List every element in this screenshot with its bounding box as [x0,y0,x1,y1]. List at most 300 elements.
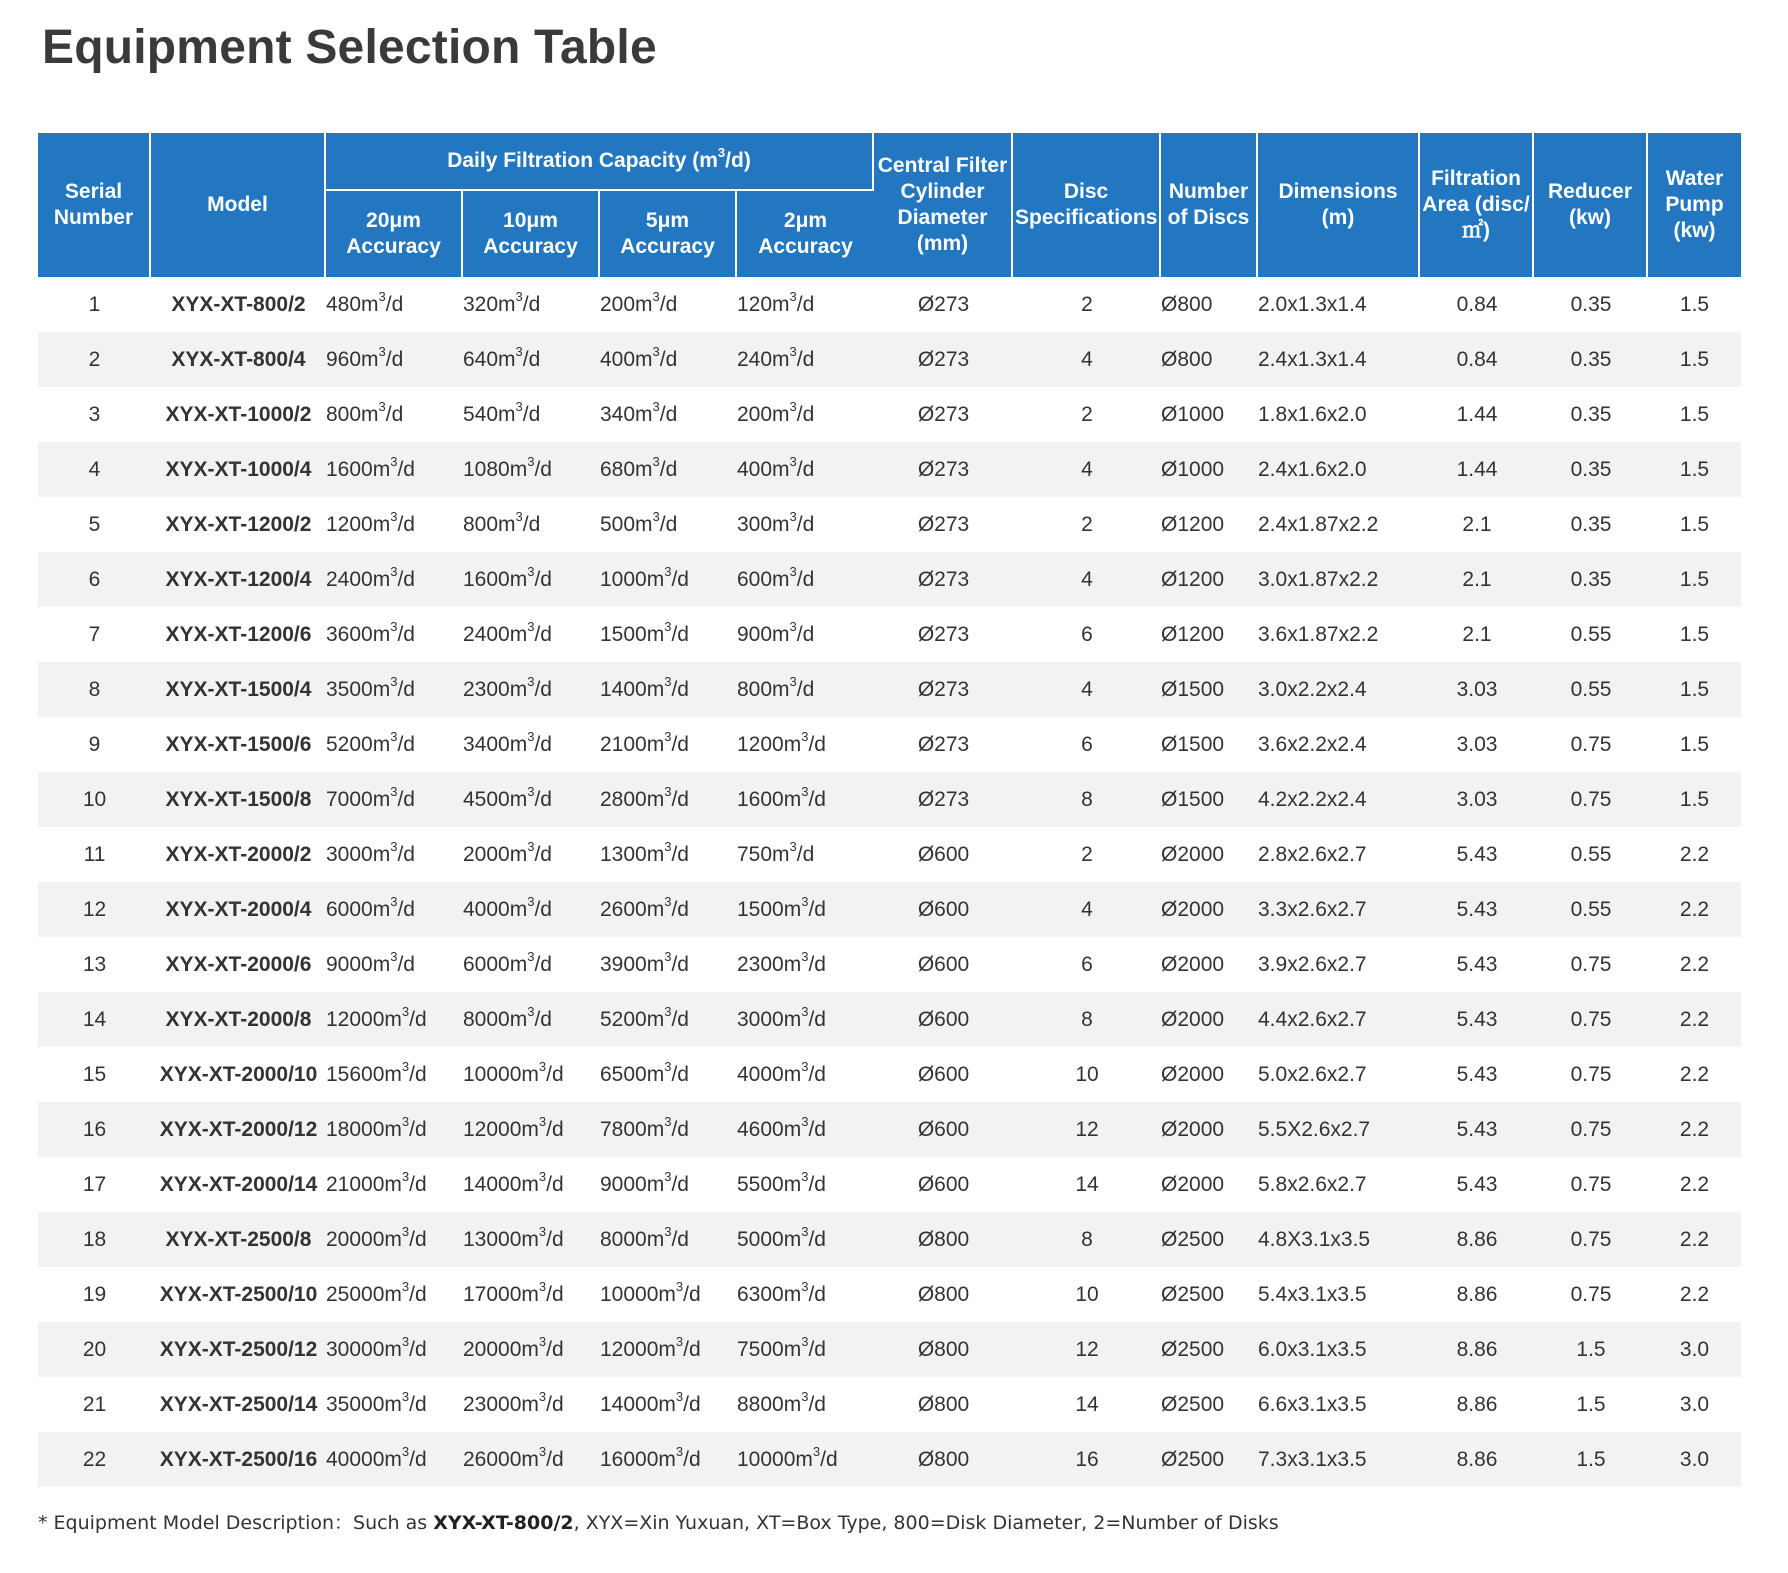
cell-water-pump: 2.2 [1679,1282,1710,1306]
table-row [38,387,1741,442]
cell-disc-specification: Ø2500 [1161,1432,1258,1487]
cell-capacity-5um: $1500m^3/d$ [600,618,689,646]
cell-number-of-discs: 6 [1081,732,1093,756]
table-row [38,552,1741,607]
header-2um-accuracy: 2μm Accuracy [737,191,874,277]
cell-number-of-discs: 2 [1081,402,1093,426]
cell-filtration-area: 2.1 [1420,552,1534,607]
cell-capacity-20um: $30000m^3/d$ [326,1322,463,1377]
cell-serial-number: 4 [38,442,151,497]
table-row [38,717,1741,772]
header-serial-number: Serial Number [38,133,151,277]
cell-capacity-20um: $21000m^3/d$ [326,1168,427,1196]
cell-reducer: 1.5 [1534,1432,1648,1487]
header-model: Model [151,133,326,277]
cell-dimensions: 2.0x1.3x1.4 [1258,292,1367,316]
cell-capacity-2um: $6300m^3/d$ [737,1278,826,1306]
cell-reducer: 0.75 [1534,1212,1648,1267]
cell-capacity-2um: $2300m^3/d$ [737,948,826,976]
cell-capacity-20um: $40000m^3/d$ [326,1432,463,1487]
cell-capacity-2um: $120m^3/d$ [737,288,815,316]
cell-capacity-10um: $2400m^3/d$ [463,618,552,646]
cell-model: XYX-XT-1000/4 [151,442,326,497]
cell-capacity-20um: $15600m^3/d$ [326,1058,427,1086]
cell-capacity-10um: $540m^3/d$ [463,398,541,426]
cell-dimensions: 5.4x3.1x3.5 [1258,1282,1367,1306]
cell-reducer: 0.75 [1534,1102,1648,1157]
cell-capacity-5um: $1400m^3/d$ [600,662,737,717]
cell-number-of-discs: 8 [1013,772,1161,827]
cell-dimensions: 3.9x2.6x2.7 [1258,952,1367,976]
cell-serial-number: 19 [82,1282,107,1306]
cell-capacity-20um: $3000m^3/d$ [326,838,415,866]
cell-capacity-5um: $9000m^3/d$ [600,1168,689,1196]
cell-reducer: 0.75 [1570,1172,1612,1196]
cell-disc-specification: Ø1000 [1161,402,1225,426]
cell-serial-number: 12 [38,882,151,937]
cell-cylinder-diameter: Ø273 [917,512,970,536]
cell-model: XYX-XT-2500/12 [151,1322,326,1377]
cell-disc-specification: Ø2500 [1161,1282,1225,1306]
cell-model: XYX-XT-1000/2 [165,402,312,426]
header-cylinder-diameter: Central Filter Cylinder Diameter (mm) [874,133,1013,277]
cell-disc-specification: Ø2000 [1161,842,1225,866]
cell-dimensions: 6.6x3.1x3.5 [1258,1392,1367,1416]
header-20um-accuracy: 20μm Accuracy [326,191,463,277]
cell-cylinder-diameter: Ø600 [917,1172,970,1196]
cell-capacity-5um: $2100m^3/d$ [600,728,689,756]
cell-model: XYX-XT-1200/2 [165,512,312,536]
cell-water-pump: 1.5 [1679,292,1710,316]
cell-capacity-2um: $800m^3/d$ [737,662,874,717]
cell-disc-specification: Ø2000 [1161,952,1225,976]
table-row [38,662,1741,717]
cell-reducer: 0.35 [1534,332,1648,387]
cell-filtration-area: 1.44 [1456,402,1498,426]
cell-capacity-10um: $14000m^3/d$ [463,1168,564,1196]
cell-capacity-5um: $2800m^3/d$ [600,772,737,827]
cell-filtration-area: 5.43 [1420,882,1534,937]
cell-serial-number: 13 [82,952,107,976]
cell-capacity-5um: $340m^3/d$ [600,398,678,426]
cell-number-of-discs: 8 [1013,1212,1161,1267]
cell-capacity-20um: $800m^3/d$ [326,398,404,426]
cell-reducer: 0.75 [1570,1282,1612,1306]
cell-dimensions: 2.4x1.87x2.2 [1258,512,1379,536]
cell-capacity-2um: $200m^3/d$ [737,398,815,426]
cell-model: XYX-XT-2000/14 [159,1172,318,1196]
cell-capacity-2um: $1600m^3/d$ [737,772,874,827]
cell-capacity-5um: $1000m^3/d$ [600,552,737,607]
cell-capacity-2um: $600m^3/d$ [737,552,874,607]
cell-capacity-10um: $1600m^3/d$ [463,552,600,607]
cell-capacity-10um: $640m^3/d$ [463,332,600,387]
cell-reducer: 1.5 [1534,1322,1648,1377]
cell-reducer: 0.75 [1570,732,1612,756]
cell-water-pump: 1.5 [1648,662,1741,717]
cell-water-pump: 1.5 [1648,552,1741,607]
cell-serial-number: 16 [38,1102,151,1157]
cell-capacity-20um: $1200m^3/d$ [326,508,415,536]
cell-serial-number: 1 [88,292,101,316]
cell-capacity-10um: $12000m^3/d$ [463,1102,600,1157]
cell-disc-specification: Ø1000 [1161,442,1258,497]
cell-water-pump: 1.5 [1679,622,1710,646]
cell-water-pump: 1.5 [1648,442,1741,497]
cell-capacity-2um: $1200m^3/d$ [737,728,826,756]
cell-capacity-10um: $17000m^3/d$ [463,1278,564,1306]
table-row [38,1047,1741,1102]
cell-dimensions: 4.4x2.6x2.7 [1258,992,1420,1047]
header-disc-specifications: Disc Specifications [1013,133,1161,277]
cell-reducer: 0.75 [1570,952,1612,976]
page-title: Equipment Selection Table [42,21,657,74]
cell-reducer: 0.55 [1534,882,1648,937]
cell-number-of-discs: 2 [1081,512,1093,536]
cell-capacity-20um: $20000m^3/d$ [326,1212,463,1267]
cell-filtration-area: 3.03 [1420,772,1534,827]
cell-reducer: 0.75 [1570,1062,1612,1086]
cell-model: XYX-XT-2500/10 [159,1282,318,1306]
cell-capacity-2um: $10000m^3/d$ [737,1432,874,1487]
cell-filtration-area: 8.86 [1420,1322,1534,1377]
cell-model: XYX-XT-1500/8 [151,772,326,827]
cell-dimensions: 4.2x2.2x2.4 [1258,772,1420,827]
cell-reducer: 0.35 [1570,512,1612,536]
cell-number-of-discs: 6 [1081,622,1093,646]
header-5um-accuracy: 5μm Accuracy [600,191,737,277]
cell-dimensions: 2.8x2.6x2.7 [1258,842,1367,866]
cell-filtration-area: 5.43 [1456,842,1498,866]
cell-water-pump: 1.5 [1679,402,1710,426]
cell-capacity-2um: $8800m^3/d$ [737,1388,826,1416]
cell-water-pump: 1.5 [1679,512,1710,536]
cell-capacity-2um: $4000m^3/d$ [737,1058,826,1086]
cell-model: XYX-XT-1200/6 [165,622,312,646]
cell-capacity-5um: $10000m^3/d$ [600,1278,701,1306]
cell-serial-number: 17 [82,1172,107,1196]
cell-disc-specification: Ø2000 [1161,1172,1225,1196]
cell-capacity-5um: $14000m^3/d$ [600,1388,701,1416]
cell-capacity-5um: $12000m^3/d$ [600,1322,737,1377]
cell-disc-specification: Ø1200 [1161,622,1225,646]
header-filtration-area: Filtration Area (disc/㎡) [1420,133,1534,277]
cell-cylinder-diameter: Ø273 [917,402,970,426]
cell-reducer: 0.35 [1534,442,1648,497]
table-row [38,827,1741,882]
cell-cylinder-diameter: Ø273 [917,622,970,646]
cell-model: XYX-XT-2500/16 [151,1432,326,1487]
cell-serial-number: 2 [38,332,151,387]
cell-water-pump: 2.2 [1648,882,1741,937]
table-row [38,1377,1741,1432]
header-number-of-discs: Number of Discs [1161,133,1258,277]
cell-serial-number: 3 [88,402,101,426]
cell-cylinder-diameter: Ø273 [917,732,970,756]
header-10um-accuracy: 10μm Accuracy [463,191,600,277]
cell-capacity-20um: $25000m^3/d$ [326,1278,427,1306]
cell-dimensions: 2.4x1.3x1.4 [1258,332,1420,387]
cell-dimensions: 5.5X2.6x2.7 [1258,1102,1420,1157]
cell-capacity-10um: $20000m^3/d$ [463,1322,600,1377]
cell-serial-number: 10 [38,772,151,827]
cell-disc-specification: Ø800 [1161,332,1258,387]
cell-filtration-area: 5.43 [1420,992,1534,1047]
cell-capacity-5um: $500m^3/d$ [600,508,678,536]
cell-capacity-5um: $2600m^3/d$ [600,882,737,937]
cell-water-pump: 3.0 [1648,1432,1741,1487]
cell-capacity-2um: $3000m^3/d$ [737,992,874,1047]
cell-water-pump: 3.0 [1648,1322,1741,1377]
note-suffix: , XYX=Xin Yuxuan, XT=Box Type, 800=Disk Diameter, 2=Number of Disks [573,1512,1279,1534]
table-row [38,1212,1741,1267]
cell-model: XYX-XT-800/2 [171,292,306,316]
cell-capacity-20um: $6000m^3/d$ [326,882,463,937]
cell-number-of-discs: 14 [1075,1392,1099,1416]
cell-serial-number: 20 [38,1322,151,1377]
cell-serial-number: 7 [88,622,101,646]
cell-capacity-2um: $7500m^3/d$ [737,1322,874,1377]
cell-capacity-2um: $240m^3/d$ [737,332,874,387]
cell-disc-specification: Ø1500 [1161,772,1258,827]
cell-capacity-5um: $5200m^3/d$ [600,992,737,1047]
cell-disc-specification: Ø2500 [1161,1392,1225,1416]
cell-number-of-discs: 4 [1013,332,1161,387]
note-prefix: * Equipment Model Description：Such as [38,1512,434,1534]
cell-filtration-area: 0.84 [1420,332,1534,387]
cell-disc-specification: Ø1500 [1161,662,1258,717]
cell-filtration-area: 5.43 [1420,1102,1534,1157]
cell-reducer: 0.55 [1570,842,1612,866]
cell-capacity-10um: $13000m^3/d$ [463,1212,600,1267]
cell-filtration-area: 2.1 [1462,622,1492,646]
cell-capacity-10um: $800m^3/d$ [463,508,541,536]
cell-capacity-5um: $16000m^3/d$ [600,1432,737,1487]
cell-reducer: 1.5 [1576,1392,1606,1416]
table-row [38,882,1741,937]
cell-capacity-2um: $1500m^3/d$ [737,882,874,937]
cell-serial-number: 21 [82,1392,107,1416]
cell-capacity-20um: $12000m^3/d$ [326,992,463,1047]
cell-capacity-5um: $1300m^3/d$ [600,838,689,866]
cell-capacity-10um: $4000m^3/d$ [463,882,600,937]
cell-filtration-area: 0.84 [1456,292,1498,316]
cell-filtration-area: 3.03 [1420,662,1534,717]
cell-dimensions: 3.6x1.87x2.2 [1258,622,1379,646]
cell-capacity-10um: $23000m^3/d$ [463,1388,564,1416]
cell-water-pump: 2.2 [1679,1172,1710,1196]
cell-disc-specification: Ø1500 [1161,732,1225,756]
cell-number-of-discs: 16 [1013,1432,1161,1487]
cell-model: XYX-XT-2000/6 [165,952,312,976]
cell-model: XYX-XT-1500/6 [165,732,312,756]
cell-filtration-area: 8.86 [1456,1392,1498,1416]
cell-serial-number: 14 [38,992,151,1047]
cell-filtration-area: 8.86 [1420,1212,1534,1267]
cell-dimensions: 3.6x2.2x2.4 [1258,732,1367,756]
cell-cylinder-diameter: Ø273 [874,772,1013,827]
cell-cylinder-diameter: Ø600 [917,1062,970,1086]
cell-water-pump: 1.5 [1648,772,1741,827]
cell-filtration-area: 2.1 [1462,512,1492,536]
cell-capacity-2um: $300m^3/d$ [737,508,815,536]
table-row [38,1322,1741,1377]
cell-model: XYX-XT-1500/4 [151,662,326,717]
cell-filtration-area: 1.44 [1420,442,1534,497]
cell-capacity-20um: $1600m^3/d$ [326,442,463,497]
note-model-example: XYX-XT-800/2 [433,1512,574,1534]
cell-capacity-2um: $750m^3/d$ [737,838,815,866]
cell-water-pump: 2.2 [1679,1062,1710,1086]
cell-number-of-discs: 4 [1013,662,1161,717]
equipment-selection-table [38,133,1741,1487]
cell-filtration-area: 5.43 [1456,1062,1498,1086]
cell-water-pump: 2.2 [1648,1212,1741,1267]
cell-cylinder-diameter: Ø273 [874,662,1013,717]
cell-model: XYX-XT-2000/8 [151,992,326,1047]
cell-filtration-area: 5.43 [1456,952,1498,976]
cell-serial-number: 15 [82,1062,107,1086]
cell-disc-specification: Ø2000 [1161,1102,1258,1157]
cell-disc-specification: Ø1200 [1161,552,1258,607]
header-water-pump: Water Pump (kw) [1648,133,1741,277]
cell-capacity-5um: $6500m^3/d$ [600,1058,689,1086]
model-description-note [38,1508,1279,1535]
cell-number-of-discs: 14 [1075,1172,1099,1196]
cell-dimensions: 6.0x3.1x3.5 [1258,1322,1420,1377]
cell-capacity-20um: $9000m^3/d$ [326,948,415,976]
cell-filtration-area: 8.86 [1456,1282,1498,1306]
cell-reducer: 0.55 [1570,622,1612,646]
cell-capacity-5um: $200m^3/d$ [600,288,678,316]
cell-water-pump: 2.2 [1679,842,1710,866]
table-body [38,277,1741,1487]
cell-cylinder-diameter: Ø800 [874,1322,1013,1377]
cell-capacity-5um: $7800m^3/d$ [600,1102,737,1157]
cell-capacity-2um: $900m^3/d$ [737,618,815,646]
cell-dimensions: 1.8x1.6x2.0 [1258,402,1367,426]
cell-number-of-discs: 2 [1081,292,1093,316]
cell-water-pump: 2.2 [1648,1102,1741,1157]
cell-capacity-20um: $3500m^3/d$ [326,662,463,717]
table-row [38,607,1741,662]
cell-disc-specification: Ø2000 [1161,882,1258,937]
cell-model: XYX-XT-2500/14 [159,1392,318,1416]
cell-capacity-20um: $960m^3/d$ [326,332,463,387]
cell-number-of-discs: 2 [1081,842,1093,866]
cell-water-pump: 1.5 [1648,332,1741,387]
cell-serial-number: 9 [88,732,101,756]
cell-capacity-20um: $7000m^3/d$ [326,772,463,827]
cell-capacity-10um: $2300m^3/d$ [463,662,600,717]
cell-capacity-10um: $320m^3/d$ [463,288,541,316]
cell-cylinder-diameter: Ø800 [917,1392,970,1416]
cell-model: XYX-XT-2000/4 [151,882,326,937]
cell-number-of-discs: 4 [1013,882,1161,937]
cell-capacity-10um: $6000m^3/d$ [463,948,552,976]
cell-disc-specification: Ø2500 [1161,1322,1258,1377]
cell-capacity-10um: $4500m^3/d$ [463,772,600,827]
cell-reducer: 0.35 [1570,292,1612,316]
cell-number-of-discs: 10 [1075,1062,1099,1086]
cell-dimensions: 3.0x1.87x2.2 [1258,552,1420,607]
cell-serial-number: 6 [38,552,151,607]
cell-capacity-20um: $3600m^3/d$ [326,618,415,646]
cell-cylinder-diameter: Ø273 [917,292,970,316]
cell-capacity-10um: $2000m^3/d$ [463,838,552,866]
header-daily-filtration-capacity: Daily Filtration Capacity $(m^3/d)$ [326,133,874,191]
cell-cylinder-diameter: Ø600 [917,842,970,866]
cell-model: XYX-XT-2000/2 [165,842,312,866]
cell-water-pump: 2.2 [1648,992,1741,1047]
cell-cylinder-diameter: Ø273 [874,442,1013,497]
cell-model: XYX-XT-800/4 [151,332,326,387]
cell-cylinder-diameter: Ø800 [874,1212,1013,1267]
cell-cylinder-diameter: Ø600 [874,992,1013,1047]
cell-reducer: 0.55 [1534,662,1648,717]
cell-cylinder-diameter: Ø600 [874,1102,1013,1157]
cell-capacity-2um: $400m^3/d$ [737,442,874,497]
cell-serial-number: 22 [38,1432,151,1487]
cell-serial-number: 5 [88,512,101,536]
cell-dimensions: 4.8X3.1x3.5 [1258,1212,1420,1267]
cell-capacity-10um: $10000m^3/d$ [463,1058,564,1086]
cell-capacity-2um: $5000m^3/d$ [737,1212,874,1267]
cell-capacity-2um: $4600m^3/d$ [737,1102,874,1157]
cell-cylinder-diameter: Ø800 [917,1282,970,1306]
cell-model: XYX-XT-1200/4 [151,552,326,607]
table-header [38,133,1741,277]
cell-dimensions: 2.4x1.6x2.0 [1258,442,1420,497]
cell-capacity-20um: $480m^3/d$ [326,288,404,316]
table-row [38,442,1741,497]
table-row [38,277,1741,332]
cell-number-of-discs: 12 [1013,1322,1161,1377]
cell-disc-specification: Ø2000 [1161,1062,1225,1086]
cell-disc-specification: Ø1200 [1161,512,1225,536]
cell-reducer: 0.75 [1534,992,1648,1047]
cell-capacity-20um: $2400m^3/d$ [326,552,463,607]
cell-dimensions: 3.0x2.2x2.4 [1258,662,1420,717]
cell-serial-number: 11 [83,842,106,866]
cell-filtration-area: 3.03 [1456,732,1498,756]
cell-cylinder-diameter: Ø273 [874,552,1013,607]
table-row [38,332,1741,387]
table-row [38,937,1741,992]
header-reducer: Reducer (kw) [1534,133,1648,277]
cell-water-pump: 1.5 [1679,732,1710,756]
cell-capacity-10um: $8000m^3/d$ [463,992,600,1047]
cell-reducer: 0.75 [1534,772,1648,827]
cell-capacity-5um: $680m^3/d$ [600,442,737,497]
cell-filtration-area: 5.43 [1456,1172,1498,1196]
cell-model: XYX-XT-2500/8 [151,1212,326,1267]
cell-dimensions: 5.0x2.6x2.7 [1258,1062,1367,1086]
cell-dimensions: 5.8x2.6x2.7 [1258,1172,1367,1196]
cell-disc-specification: Ø2500 [1161,1212,1258,1267]
table-row [38,1102,1741,1157]
cell-cylinder-diameter: Ø600 [917,952,970,976]
table-row [38,772,1741,827]
cell-serial-number: 18 [38,1212,151,1267]
cell-cylinder-diameter: Ø600 [874,882,1013,937]
cell-capacity-5um: $8000m^3/d$ [600,1212,737,1267]
cell-number-of-discs: 12 [1013,1102,1161,1157]
table-row [38,497,1741,552]
cell-dimensions: 7.3x3.1x3.5 [1258,1432,1420,1487]
cell-model: XYX-XT-2000/10 [159,1062,318,1086]
cell-disc-specification: Ø800 [1161,292,1213,316]
